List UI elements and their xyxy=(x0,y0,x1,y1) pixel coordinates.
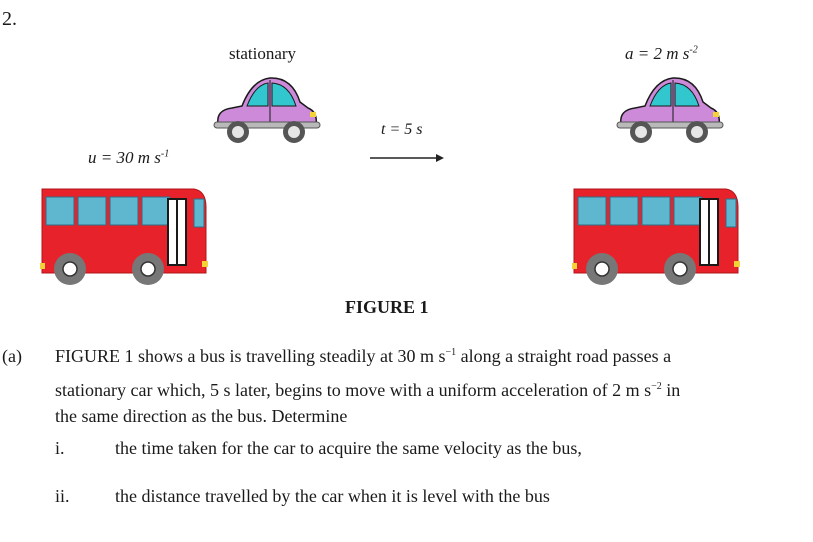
speed-exponent: -1 xyxy=(160,148,170,160)
question-number: 2. xyxy=(2,8,17,30)
subpart-text: the time taken for the car to acquire the same velocity as the bus, xyxy=(115,438,582,458)
car-icon xyxy=(212,72,322,150)
speed-value: 30 m s xyxy=(397,346,446,366)
subpart-number: i. xyxy=(55,438,65,458)
subpart-number: ii. xyxy=(55,486,70,506)
speed-label xyxy=(88,148,169,168)
acceleration-exponent: -2 xyxy=(689,44,698,56)
acceleration-value: 2 m s xyxy=(612,380,652,400)
acceleration-value-exponent: −2 xyxy=(651,381,662,392)
speed-text: u = 30 m s xyxy=(88,148,161,167)
question-text: in xyxy=(661,380,681,400)
time-label: t = 5 s xyxy=(381,121,423,138)
acceleration-label xyxy=(625,44,698,64)
question-text: along a straight road passes a xyxy=(456,346,672,366)
question-line-3: the same direction as the bus. Determine xyxy=(55,406,348,426)
question-text: FIGURE 1 shows a bus is travelling steadily at xyxy=(55,346,398,366)
car-icon xyxy=(615,72,725,150)
acceleration-text: a = 2 m s xyxy=(625,44,690,63)
arrow-right-icon xyxy=(370,150,445,166)
stationary-label: stationary xyxy=(229,44,297,63)
bus-icon xyxy=(570,185,742,290)
figure-caption: FIGURE 1 xyxy=(345,297,429,317)
question-text: stationary car which, 5 s later, begins to move with a uniform acceleration of xyxy=(55,380,613,400)
question-line-1 xyxy=(55,345,671,367)
bus-icon xyxy=(38,185,210,290)
part-label: (a) xyxy=(2,346,22,366)
subpart-text: the distance travelled by the car when it is level with the bus xyxy=(115,486,550,506)
question-line-2 xyxy=(55,379,680,401)
speed-value-exponent: −1 xyxy=(445,347,457,358)
